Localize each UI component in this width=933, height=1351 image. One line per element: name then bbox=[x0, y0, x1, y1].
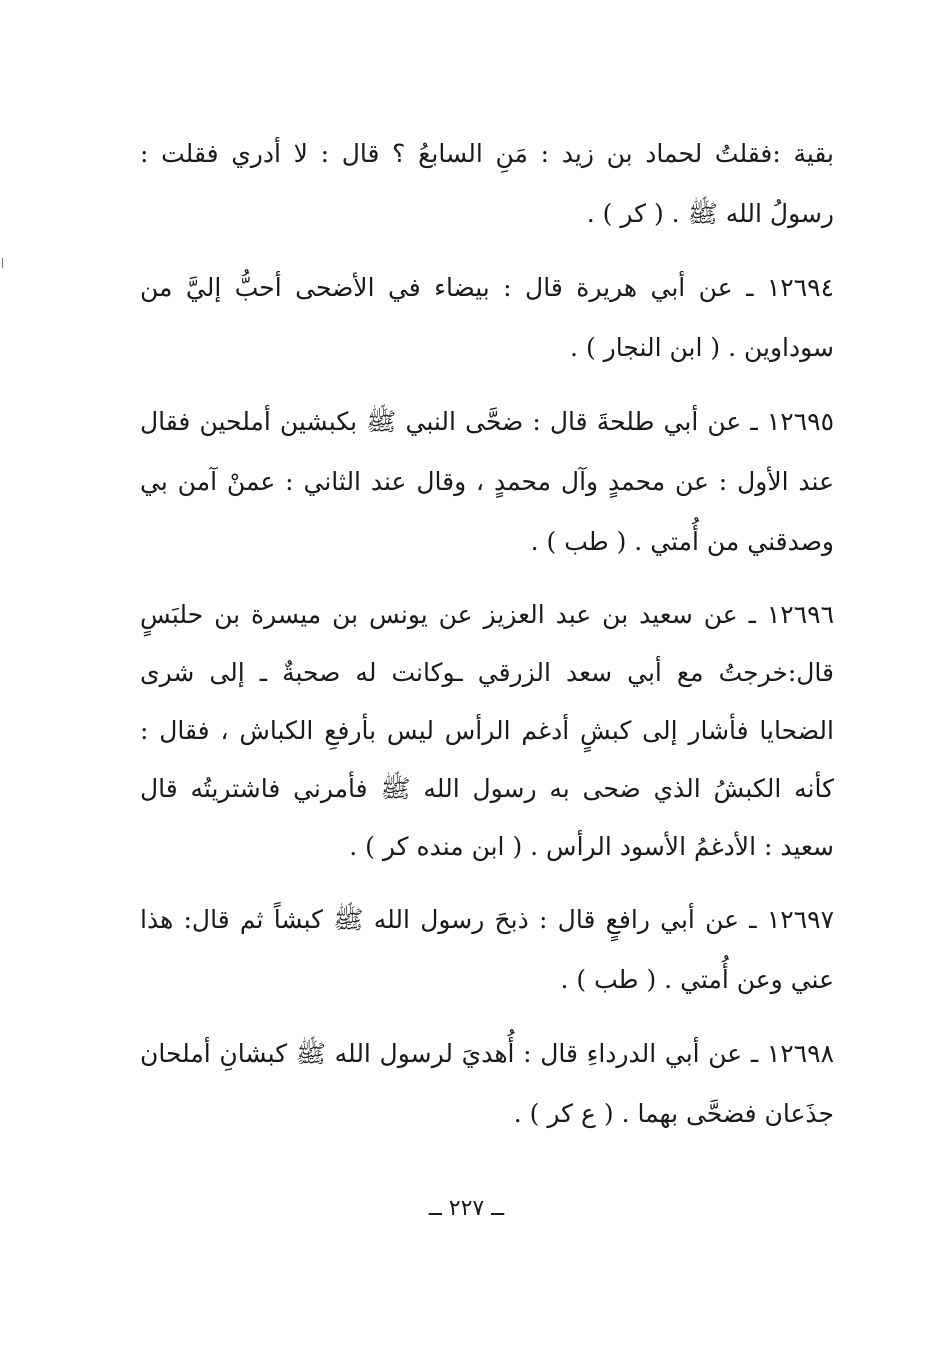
hadith-12694: ١٢٦٩٤ ـ عن أبي هريرة قال : بيضاء في الأضحى أحبُّ إليَّ من سوداوين . ( ابن النجار ) . bbox=[140, 273, 834, 362]
hadith-12696: ١٢٦٩٦ ـ عن سعيد بن عبد العزيز عن يونس بن ميسرة بن حلبَسٍ قال:خرجتُ مع أبي سعد الزرقي ـوكانت له صحبةٌ ـ إلى شرى الضحايا فأشار إلى كبشٍ أدغم الرأس ليس بأرفعِ الكباش ، فقال : كأنه الكبشُ الذي ضحى به رسول الله ﷺ فأمرني فاشتريتُه قال سعيد : الأدغمُ الأسود الرأس . ( ابن منده كر ) . bbox=[140, 600, 834, 861]
hadith-12697: ١٢٦٩٧ ـ عن أبي رافعٍ قال : ذبحَ رسول الله ﷺ كبشاً ثم قال: هذا عني وعن أُمتي . ( طب ) . bbox=[140, 905, 834, 994]
hadith-12698: ١٢٦٩٨ ـ عن أبي الدرداءِ قال : أُهديَ لرسول الله ﷺ كبشانِ أملحان جذَعان فضحَّى بهما . ( ع كر ) . bbox=[140, 1039, 834, 1128]
scan-edge-mark bbox=[2, 258, 3, 268]
text-body bbox=[140, 124, 834, 1144]
page-number: ــ ٢٢٧ ــ bbox=[428, 1196, 505, 1221]
paragraph-continuation: بقية :فقلتُ لحماد بن زيد : مَنِ السابعُ ؟ قال : لا أدري فقلت : رسولُ الله ﷺ . ( كر ) . bbox=[140, 139, 834, 228]
hadith-12695: ١٢٦٩٥ ـ عن أبي طلحةَ قال : ضحَّى النبي ﷺ بكبشين أملحين فقال عند الأول : عن محمدٍ وآل محمدٍ ، وقال عند الثاني : عمنْ آمن بي وصدقني من أُمتي . ( طب ) . bbox=[140, 407, 834, 556]
